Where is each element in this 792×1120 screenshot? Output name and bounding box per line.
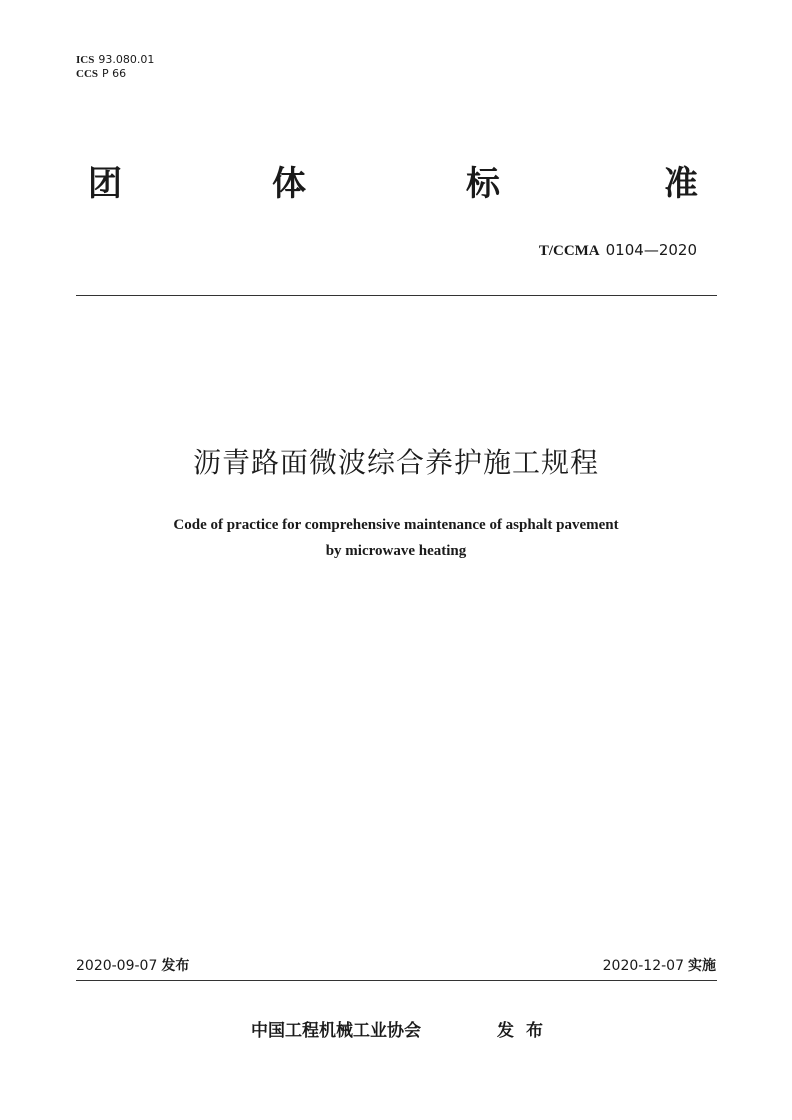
issue-date <box>76 957 189 975</box>
heading-char-3: 标 <box>466 164 500 204</box>
issue-date-value: 2020-09-07 <box>76 958 158 974</box>
ccs-value: P 66 <box>102 67 127 80</box>
ccs-code <box>76 67 126 81</box>
document-title-english-line2: by microwave heating <box>325 543 467 559</box>
standard-code: 0104—2020 <box>605 241 697 259</box>
implementation-date-value: 2020-12-07 <box>602 958 684 974</box>
issue-date-label: 发布 <box>161 958 190 974</box>
standard-prefix: T/CCMA <box>538 243 600 259</box>
top-divider <box>76 295 717 296</box>
issuer-name: 中国工程机械工业协会 <box>251 1021 421 1041</box>
ics-value: 93.080.01 <box>98 53 155 66</box>
ics-label: ICS <box>76 54 95 66</box>
standard-number <box>539 240 697 261</box>
ccs-label: CCS <box>76 68 99 80</box>
document-title-chinese: 沥青路面微波综合养护施工规程 <box>192 446 599 479</box>
issuer-action: 发布 <box>497 1021 555 1041</box>
implementation-date <box>603 957 716 975</box>
heading-char-1: 团 <box>88 164 122 204</box>
bottom-divider <box>76 980 717 981</box>
document-title-english-line1: Code of practice for comprehensive maintenance of asphalt pavement <box>173 517 619 533</box>
ics-code <box>76 53 154 67</box>
heading-char-4: 准 <box>664 164 698 204</box>
implementation-date-label: 实施 <box>688 958 716 974</box>
heading-char-2: 体 <box>272 164 306 204</box>
